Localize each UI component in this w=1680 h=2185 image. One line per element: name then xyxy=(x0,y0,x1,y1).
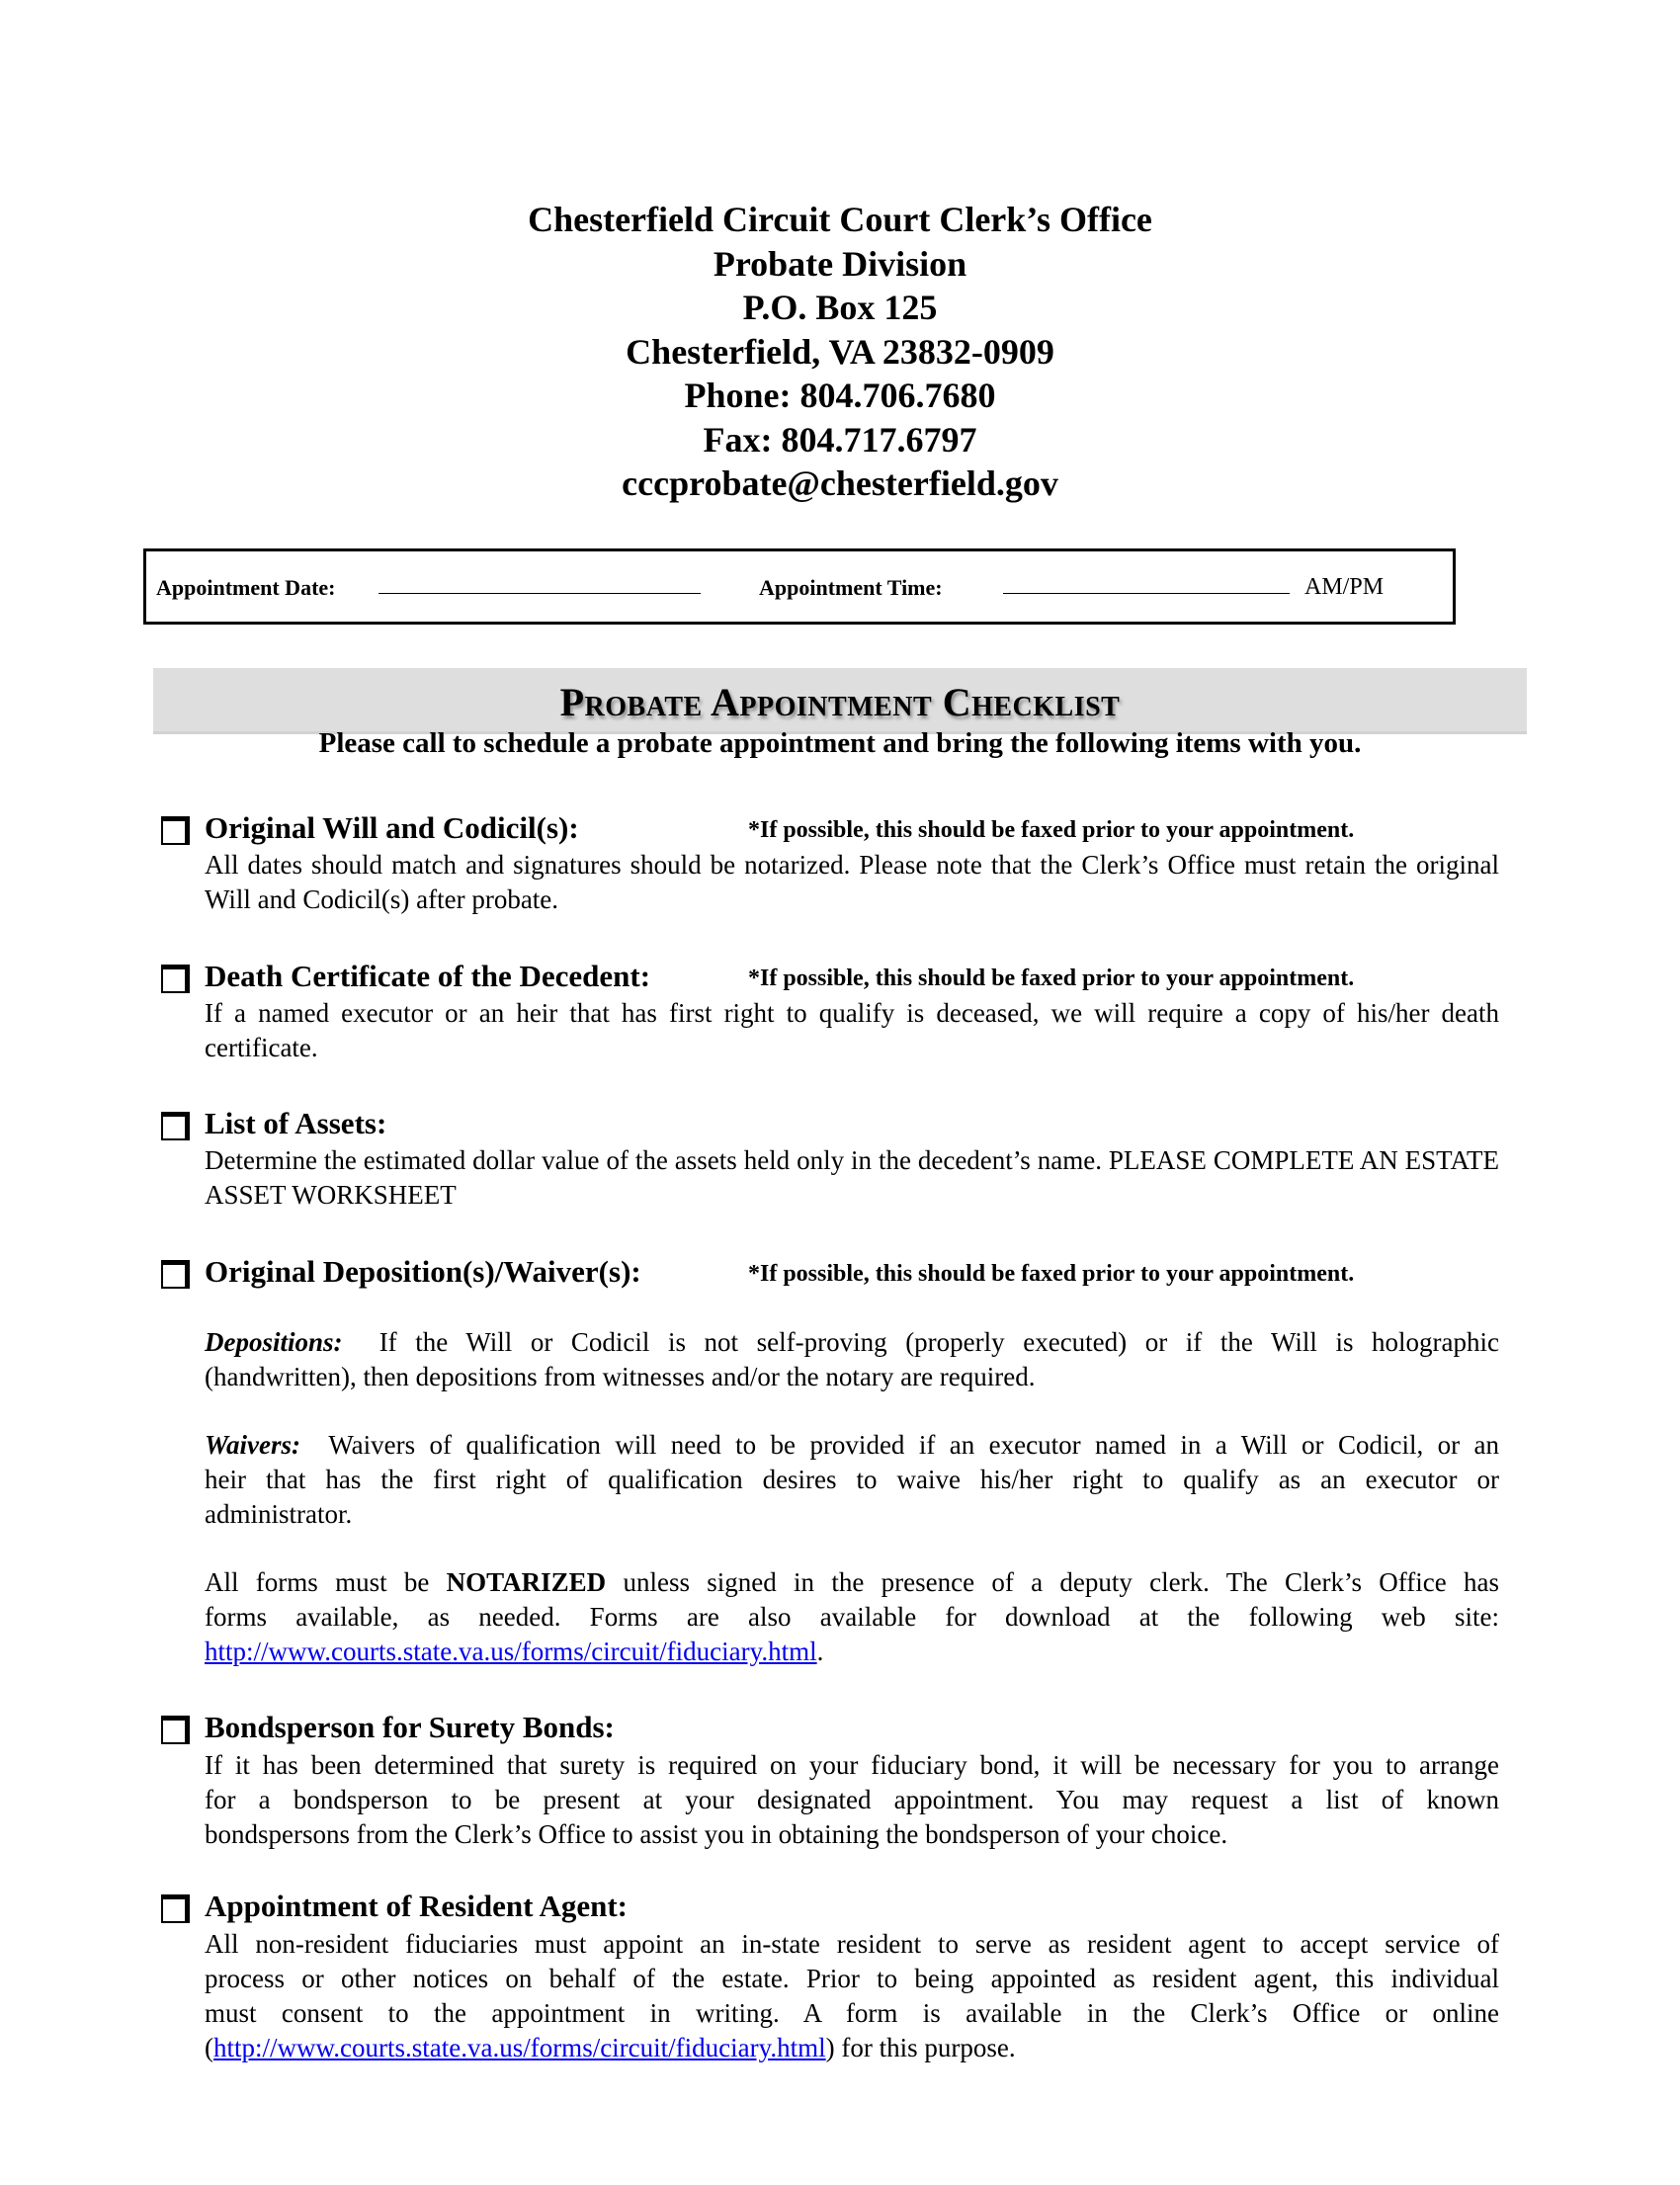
checkbox-resident-agent[interactable] xyxy=(161,1894,190,1923)
appointment-time-label: Appointment Time: xyxy=(759,575,943,600)
item-body-list-of-assets: Determine the estimated dollar value of the assets held only in the decedent’s name. PLEASE COMPLETE AN ESTATE ASSET WORKSHEET xyxy=(205,1145,1500,1210)
fax-note: *If possible, this should be faxed prior to your appointment. xyxy=(748,1261,1355,1287)
phone: Phone: 804.706.7680 xyxy=(684,376,996,415)
item-body-bondsperson: If it has been determined that surety is required on your fiduciary bond, it will be necessary for you to arrange for a bondsperson to be present at your designated appointment. You may request a list of known bondspersons from the Clerk’s Office to assist you in obtaining the bondsperson of your choice. xyxy=(205,1750,1499,1849)
email: cccprobate@chesterfield.gov xyxy=(622,463,1058,503)
item-title-death-certificate: Death Certificate of the Decedent: xyxy=(205,959,651,993)
po-box: P.O. Box 125 xyxy=(742,288,938,327)
item-title-original-will: Original Will and Codicil(s): xyxy=(205,810,579,845)
division-name: Probate Division xyxy=(713,243,967,284)
depositions-paragraph: Depositions: If the Will or Codicil is not self-proving (properly executed) or if the Will is holographic (handwritten), then depositions from witnesses and/or the notary are required. xyxy=(205,1327,1499,1391)
item-title-resident-agent: Appointment of Resident Agent: xyxy=(205,1889,628,1923)
waivers-label: Waivers: xyxy=(205,1430,300,1460)
appointment-time-field[interactable] xyxy=(1003,593,1290,594)
office-name: Chesterfield Circuit Court Clerk’s Office xyxy=(528,200,1152,239)
am-pm-label: AM/PM xyxy=(1304,574,1385,600)
item-body-death-certificate: If a named executor or an heir that has first right to qualify is deceased, we will require a copy of his/her death certificate. xyxy=(205,998,1499,1062)
appointment-date-field[interactable] xyxy=(378,593,701,594)
checkbox-death-certificate[interactable] xyxy=(161,965,190,993)
checkbox-list-of-assets[interactable] xyxy=(161,1112,190,1140)
appointment-date-label: Appointment Date: xyxy=(156,575,336,600)
checklist-intro: Please call to schedule a probate appointment and bring the following items with you. xyxy=(318,727,1362,759)
checkbox-depositions-waivers[interactable] xyxy=(161,1260,190,1289)
fax: Fax: 804.717.6797 xyxy=(703,419,977,460)
fiduciary-forms-link[interactable]: http://www.courts.state.va.us/forms/circuit/fiduciary.html xyxy=(205,1637,817,1666)
waivers-paragraph: Waivers: Waivers of qualification will need to be provided if an executor named in a Will or Codicil, or an heir that has the first right of qualification desires to waive his/her right to qualify as an executor or administrator. xyxy=(205,1430,1499,1529)
item-body-original-will: All dates should match and signatures should be notarized. Please note that the Clerk’s Office must retain the original Will and Codicil(s) after probate. xyxy=(205,850,1499,914)
resident-agent-form-link[interactable]: http://www.courts.state.va.us/forms/circuit/fiduciary.html xyxy=(213,2033,826,2062)
item-title-bondsperson: Bondsperson for Surety Bonds: xyxy=(205,1710,615,1744)
checklist-title-band xyxy=(153,668,1527,734)
item-title-list-of-assets: List of Assets: xyxy=(205,1106,387,1140)
item-body-resident-agent: All non-resident fiduciaries must appoint an in-state resident to serve as resident agent to accept service of process or other notices on behalf of the estate. Prior to being appointed as resident agent, this individual must consent to the appointment in writing. A form is available in the Clerk’s Office or online (http://www.courts.state.va.us/forms/circuit/fiduciary.html) for this purpose. xyxy=(205,1929,1499,2062)
fax-note: *If possible, this should be faxed prior to your appointment. xyxy=(748,966,1355,991)
checkbox-original-will[interactable] xyxy=(161,816,190,845)
depositions-label: Depositions: xyxy=(205,1327,343,1357)
item-title-depositions-waivers: Original Deposition(s)/Waiver(s): xyxy=(205,1254,641,1289)
forms-notarized-paragraph: All forms must be NOTARIZED unless signed in the presence of a deputy clerk. The Clerk’s Office has forms available, as needed. Forms are also available for download at the following web site: http://www.courts.state.va.us/forms/circuit/fiduciary.html. xyxy=(205,1567,1499,1666)
checkbox-bondsperson[interactable] xyxy=(161,1716,190,1744)
city-state-zip: Chesterfield, VA 23832-0909 xyxy=(626,331,1054,372)
appointment-box xyxy=(143,548,1456,625)
fax-note: *If possible, this should be faxed prior to your appointment. xyxy=(748,817,1355,843)
notarized-emphasis: NOTARIZED xyxy=(446,1567,607,1597)
office-header xyxy=(0,198,1680,506)
checklist-title: Probate Appointment Checklist xyxy=(559,680,1121,724)
